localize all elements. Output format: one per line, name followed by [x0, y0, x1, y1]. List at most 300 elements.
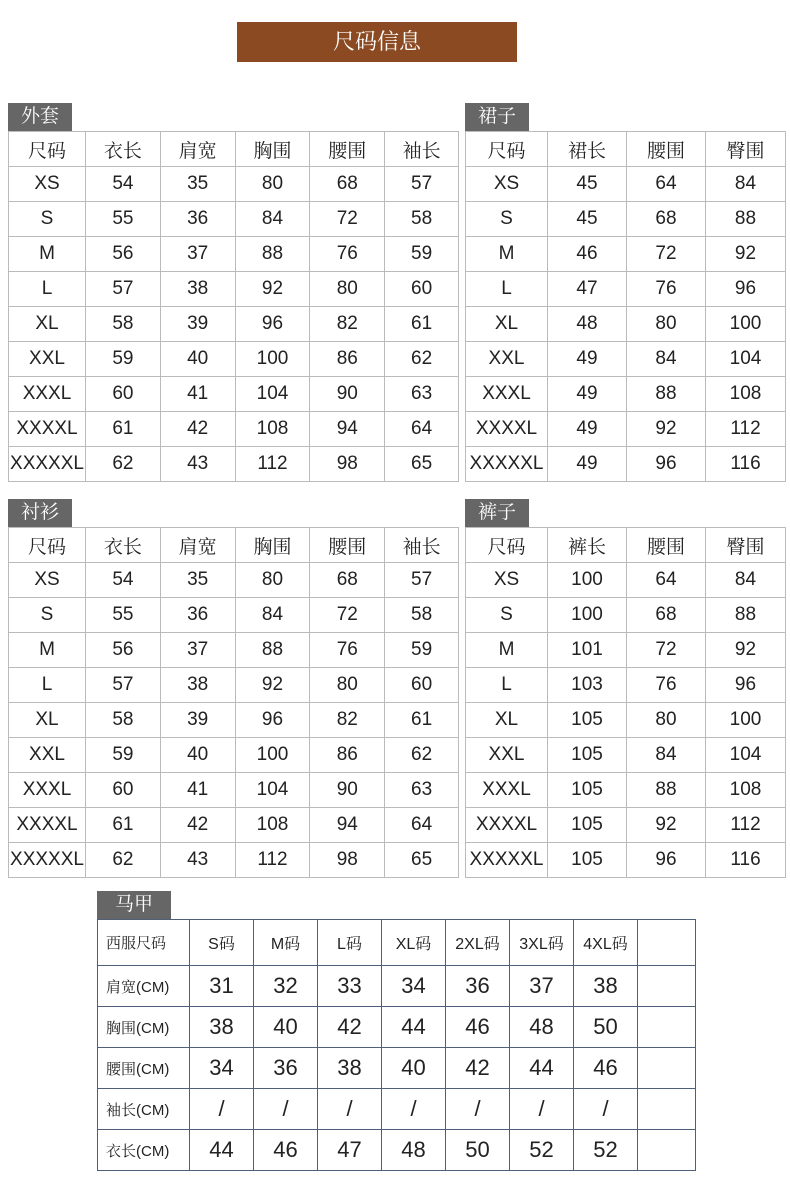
measurement-cell: 62: [85, 447, 160, 482]
table-row: [466, 703, 786, 738]
measurement-cell: 36: [160, 202, 235, 237]
table-row: [9, 272, 459, 307]
table-row: [466, 272, 786, 307]
size-label-cell: XXXXXL: [466, 447, 548, 482]
table-row: [98, 1048, 696, 1089]
size-label-cell: L: [9, 668, 86, 703]
table-header-row: [466, 528, 786, 563]
measurement-cell: 39: [160, 307, 235, 342]
header-cell: 腰围: [627, 528, 706, 563]
measurement-cell: 31: [190, 966, 254, 1007]
measurement-cell: 65: [385, 843, 459, 878]
measurement-cell: 68: [310, 167, 385, 202]
measure-label-cell: 衣长(CM): [98, 1130, 190, 1171]
measurement-cell: 59: [85, 738, 160, 773]
header-cell: XL码: [382, 920, 446, 966]
table-row: [9, 377, 459, 412]
table-row: [466, 447, 786, 482]
measurement-cell: 37: [160, 237, 235, 272]
header-cell: 胸围: [235, 528, 310, 563]
measurement-cell: 108: [706, 377, 786, 412]
measurement-cell: 65: [385, 447, 459, 482]
table-header-row: [9, 528, 459, 563]
size-label-cell: XL: [9, 307, 86, 342]
measurement-cell: 35: [160, 563, 235, 598]
measurement-cell: 38: [318, 1048, 382, 1089]
size-label-cell: M: [9, 633, 86, 668]
measurement-cell: 96: [706, 272, 786, 307]
header-cell: M码: [254, 920, 318, 966]
measurement-cell: 100: [706, 307, 786, 342]
measurement-cell: 96: [235, 703, 310, 738]
table-row: [9, 703, 459, 738]
header-cell: 衣长: [85, 528, 160, 563]
size-label-cell: XL: [9, 703, 86, 738]
measurement-cell: 98: [310, 843, 385, 878]
measurement-cell: 90: [310, 773, 385, 808]
measure-label-cell: 胸围(CM): [98, 1007, 190, 1048]
measurement-cell: 41: [160, 377, 235, 412]
measurement-cell: 44: [382, 1007, 446, 1048]
measurement-cell: 43: [160, 843, 235, 878]
size-label-cell: XXXXL: [466, 412, 548, 447]
table-row: [466, 412, 786, 447]
measurement-cell: 80: [627, 307, 706, 342]
table-row: [466, 668, 786, 703]
size-label-cell: XS: [466, 167, 548, 202]
table-row: [9, 563, 459, 598]
measurement-cell: /: [382, 1089, 446, 1130]
measurement-cell: /: [254, 1089, 318, 1130]
size-label-cell: XS: [9, 563, 86, 598]
size-label-cell: XXXL: [9, 773, 86, 808]
shirt-size-section: [8, 499, 459, 879]
measure-label-cell: 腰围(CM): [98, 1048, 190, 1089]
measurement-cell: 44: [510, 1048, 574, 1089]
size-label-cell: L: [466, 272, 548, 307]
measurement-cell: /: [446, 1089, 510, 1130]
measurement-cell: 42: [160, 808, 235, 843]
size-label-cell: XS: [466, 563, 548, 598]
measurement-cell: 84: [627, 342, 706, 377]
header-cell: 4XL码: [574, 920, 638, 966]
measurement-cell: 92: [627, 412, 706, 447]
measurement-cell: 108: [706, 773, 786, 808]
size-label-cell: S: [9, 598, 86, 633]
measurement-cell: 56: [85, 633, 160, 668]
header-cell: 裤长: [548, 528, 627, 563]
measurement-cell: 60: [85, 773, 160, 808]
measurement-cell: 68: [627, 598, 706, 633]
measurement-cell: 54: [85, 563, 160, 598]
header-cell: 尺码: [9, 132, 86, 167]
measurement-cell: 42: [446, 1048, 510, 1089]
measurement-cell: 58: [85, 703, 160, 738]
measurement-cell: 104: [706, 738, 786, 773]
measurement-cell: 105: [548, 808, 627, 843]
measurement-cell: 62: [385, 738, 459, 773]
header-cell: 西服尺码: [98, 920, 190, 966]
measurement-cell: 60: [385, 668, 459, 703]
measurement-cell: 104: [235, 773, 310, 808]
measurement-cell: 37: [510, 966, 574, 1007]
size-label-cell: XXXL: [9, 377, 86, 412]
measurement-cell: 72: [627, 237, 706, 272]
measurement-cell: 40: [382, 1048, 446, 1089]
shirt-size-table: [8, 527, 459, 878]
size-label-cell: XXL: [9, 342, 86, 377]
measurement-cell: 61: [85, 412, 160, 447]
measurement-cell: 58: [85, 307, 160, 342]
measurement-cell: 35: [160, 167, 235, 202]
measurement-cell: /: [574, 1089, 638, 1130]
measurement-cell: 61: [85, 808, 160, 843]
vest-section-tab: 马甲: [97, 891, 171, 919]
size-label-cell: M: [9, 237, 86, 272]
measurement-cell: 96: [706, 668, 786, 703]
measurement-cell: 60: [385, 272, 459, 307]
measurement-cell: 54: [85, 167, 160, 202]
table-row: [9, 342, 459, 377]
measurement-cell: 33: [318, 966, 382, 1007]
header-cell: 2XL码: [446, 920, 510, 966]
measurement-cell: 84: [706, 167, 786, 202]
measurement-cell: 76: [310, 633, 385, 668]
size-label-cell: L: [466, 668, 548, 703]
size-label-cell: XXXXL: [9, 412, 86, 447]
header-cell: 腰围: [310, 132, 385, 167]
measurement-cell: 45: [548, 202, 627, 237]
measurement-cell: 34: [382, 966, 446, 1007]
measurement-cell: 88: [235, 633, 310, 668]
measurement-cell: 105: [548, 773, 627, 808]
header-cell: 臀围: [706, 528, 786, 563]
measurement-cell: 94: [310, 412, 385, 447]
measurement-cell: 88: [706, 598, 786, 633]
size-label-cell: XXXXL: [9, 808, 86, 843]
measurement-cell: 32: [254, 966, 318, 1007]
measurement-cell: 41: [160, 773, 235, 808]
measurement-cell: 42: [160, 412, 235, 447]
measurement-cell: 76: [627, 668, 706, 703]
header-cell: 腰围: [627, 132, 706, 167]
measurement-cell: /: [318, 1089, 382, 1130]
measurement-cell: 37: [160, 633, 235, 668]
measurement-cell: 59: [385, 237, 459, 272]
measurement-cell: 82: [310, 307, 385, 342]
measurement-cell: 88: [627, 773, 706, 808]
measurement-cell: 57: [385, 563, 459, 598]
size-label-cell: S: [466, 598, 548, 633]
skirt-section-tab: 裙子: [465, 103, 529, 131]
measurement-cell: 103: [548, 668, 627, 703]
table-row: [9, 237, 459, 272]
header-cell: 裙长: [548, 132, 627, 167]
measurement-cell: 61: [385, 307, 459, 342]
measurement-cell: 96: [627, 843, 706, 878]
measurement-cell: 100: [235, 738, 310, 773]
measurement-cell: 112: [235, 447, 310, 482]
measurement-cell: 36: [160, 598, 235, 633]
measurement-cell: 39: [160, 703, 235, 738]
measurement-cell: 52: [574, 1130, 638, 1171]
vest-size-table: [97, 919, 696, 1171]
measurement-cell: 84: [235, 598, 310, 633]
header-cell: 肩宽: [160, 132, 235, 167]
measurement-cell: /: [510, 1089, 574, 1130]
size-label-cell: S: [466, 202, 548, 237]
shirt-section-tab: 衬衫: [8, 499, 72, 527]
header-cell: 袖长: [385, 132, 459, 167]
header-cell: [638, 920, 696, 966]
table-row: [9, 202, 459, 237]
measurement-cell: 92: [235, 668, 310, 703]
measurement-cell: 40: [254, 1007, 318, 1048]
vest-size-section: [97, 891, 697, 1177]
header-cell: 尺码: [466, 528, 548, 563]
measurement-cell: 72: [627, 633, 706, 668]
measurement-cell: 52: [510, 1130, 574, 1171]
measurement-cell: 86: [310, 738, 385, 773]
page-title: 尺码信息: [237, 22, 517, 62]
measurement-cell: 59: [385, 633, 459, 668]
table-row: [466, 237, 786, 272]
measurement-cell: 43: [160, 447, 235, 482]
measure-label-cell: 袖长(CM): [98, 1089, 190, 1130]
measurement-cell: 60: [85, 377, 160, 412]
measurement-cell: 47: [548, 272, 627, 307]
header-cell: 尺码: [466, 132, 548, 167]
measurement-cell: [638, 1089, 696, 1130]
header-cell: 袖长: [385, 528, 459, 563]
table-row: [98, 1007, 696, 1048]
measurement-cell: 100: [235, 342, 310, 377]
table-row: [466, 808, 786, 843]
table-row: [9, 773, 459, 808]
measurement-cell: 116: [706, 447, 786, 482]
measurement-cell: 101: [548, 633, 627, 668]
pants-size-table: [465, 527, 786, 878]
size-label-cell: XXXL: [466, 377, 548, 412]
table-row: [466, 738, 786, 773]
table-row: [98, 1130, 696, 1171]
measurement-cell: 64: [627, 563, 706, 598]
size-label-cell: XXL: [466, 738, 548, 773]
measurement-cell: 38: [160, 272, 235, 307]
table-row: [466, 342, 786, 377]
measurement-cell: 108: [235, 412, 310, 447]
measurement-cell: 48: [510, 1007, 574, 1048]
measurement-cell: 80: [235, 167, 310, 202]
measurement-cell: 47: [318, 1130, 382, 1171]
header-cell: 肩宽: [160, 528, 235, 563]
measurement-cell: 108: [235, 808, 310, 843]
measurement-cell: 44: [190, 1130, 254, 1171]
measurement-cell: 57: [385, 167, 459, 202]
measurement-cell: [638, 1007, 696, 1048]
size-label-cell: XXL: [466, 342, 548, 377]
measurement-cell: 105: [548, 843, 627, 878]
measurement-cell: 40: [160, 738, 235, 773]
measurement-cell: 50: [574, 1007, 638, 1048]
measurement-cell: 112: [706, 808, 786, 843]
measurement-cell: 80: [310, 668, 385, 703]
measurement-cell: 88: [627, 377, 706, 412]
skirt-size-table: [465, 131, 786, 482]
table-row: [466, 598, 786, 633]
measurement-cell: 50: [446, 1130, 510, 1171]
measurement-cell: 80: [310, 272, 385, 307]
table-header-row: [98, 920, 696, 966]
measurement-cell: 48: [382, 1130, 446, 1171]
measurement-cell: 62: [85, 843, 160, 878]
measurement-cell: 105: [548, 738, 627, 773]
measurement-cell: 58: [385, 598, 459, 633]
measurement-cell: 68: [310, 563, 385, 598]
measurement-cell: 68: [627, 202, 706, 237]
measurement-cell: 38: [160, 668, 235, 703]
table-row: [9, 412, 459, 447]
measurement-cell: 98: [310, 447, 385, 482]
size-label-cell: XL: [466, 703, 548, 738]
measurement-cell: 57: [85, 668, 160, 703]
table-row: [9, 447, 459, 482]
size-label-cell: XXXXXL: [9, 843, 86, 878]
size-label-cell: S: [9, 202, 86, 237]
measurement-cell: /: [190, 1089, 254, 1130]
measurement-cell: 64: [627, 167, 706, 202]
table-row: [9, 843, 459, 878]
pants-section-tab: 裤子: [465, 499, 529, 527]
measurement-cell: 63: [385, 773, 459, 808]
pants-size-section: [465, 499, 786, 879]
measurement-cell: 100: [548, 598, 627, 633]
measurement-cell: 42: [318, 1007, 382, 1048]
measurement-cell: 92: [627, 808, 706, 843]
table-header-row: [466, 132, 786, 167]
measurement-cell: 64: [385, 808, 459, 843]
table-row: [9, 808, 459, 843]
size-label-cell: XXXXL: [466, 808, 548, 843]
measurement-cell: 92: [706, 237, 786, 272]
measurement-cell: 76: [310, 237, 385, 272]
measurement-cell: [638, 966, 696, 1007]
table-row: [98, 966, 696, 1007]
measurement-cell: 84: [627, 738, 706, 773]
header-cell: 臀围: [706, 132, 786, 167]
measurement-cell: 88: [706, 202, 786, 237]
measurement-cell: 38: [190, 1007, 254, 1048]
header-cell: L码: [318, 920, 382, 966]
measurement-cell: [638, 1048, 696, 1089]
measurement-cell: 55: [85, 202, 160, 237]
measurement-cell: 96: [235, 307, 310, 342]
size-label-cell: XXXXXL: [466, 843, 548, 878]
measurement-cell: 96: [627, 447, 706, 482]
measurement-cell: 82: [310, 703, 385, 738]
table-row: [466, 843, 786, 878]
measurement-cell: 46: [446, 1007, 510, 1048]
measurement-cell: 104: [235, 377, 310, 412]
measurement-cell: 76: [627, 272, 706, 307]
measurement-cell: 100: [706, 703, 786, 738]
measurement-cell: 40: [160, 342, 235, 377]
table-row: [466, 563, 786, 598]
measurement-cell: 112: [235, 843, 310, 878]
measurement-cell: 92: [235, 272, 310, 307]
measurement-cell: 49: [548, 342, 627, 377]
table-row: [466, 202, 786, 237]
table-row: [466, 633, 786, 668]
table-row: [466, 377, 786, 412]
measurement-cell: 80: [627, 703, 706, 738]
header-cell: 胸围: [235, 132, 310, 167]
measurement-cell: 46: [548, 237, 627, 272]
size-label-cell: XXXXXL: [9, 447, 86, 482]
measurement-cell: 58: [385, 202, 459, 237]
table-header-row: [9, 132, 459, 167]
size-label-cell: XXXL: [466, 773, 548, 808]
measurement-cell: 63: [385, 377, 459, 412]
measurement-cell: 80: [235, 563, 310, 598]
measurement-cell: 61: [385, 703, 459, 738]
measurement-cell: 48: [548, 307, 627, 342]
size-label-cell: XL: [466, 307, 548, 342]
measurement-cell: 36: [446, 966, 510, 1007]
measurement-cell: 86: [310, 342, 385, 377]
table-row: [98, 1089, 696, 1130]
measurement-cell: 59: [85, 342, 160, 377]
measurement-cell: 88: [235, 237, 310, 272]
measurement-cell: 84: [235, 202, 310, 237]
measurement-cell: 94: [310, 808, 385, 843]
measurement-cell: 46: [574, 1048, 638, 1089]
table-row: [9, 633, 459, 668]
header-cell: 腰围: [310, 528, 385, 563]
size-label-cell: L: [9, 272, 86, 307]
size-label-cell: XS: [9, 167, 86, 202]
size-label-cell: XXL: [9, 738, 86, 773]
table-row: [466, 167, 786, 202]
skirt-size-section: [465, 103, 786, 483]
header-cell: 尺码: [9, 528, 86, 563]
measurement-cell: 100: [548, 563, 627, 598]
measurement-cell: 116: [706, 843, 786, 878]
measurement-cell: 49: [548, 447, 627, 482]
measure-label-cell: 肩宽(CM): [98, 966, 190, 1007]
header-cell: S码: [190, 920, 254, 966]
measurement-cell: 105: [548, 703, 627, 738]
measurement-cell: 56: [85, 237, 160, 272]
table-row: [9, 668, 459, 703]
table-row: [9, 738, 459, 773]
measurement-cell: 55: [85, 598, 160, 633]
measurement-cell: 62: [385, 342, 459, 377]
header-cell: 衣长: [85, 132, 160, 167]
size-label-cell: M: [466, 633, 548, 668]
measurement-cell: 49: [548, 377, 627, 412]
measurement-cell: [638, 1130, 696, 1171]
measurement-cell: 90: [310, 377, 385, 412]
measurement-cell: 92: [706, 633, 786, 668]
size-label-cell: M: [466, 237, 548, 272]
table-row: [9, 598, 459, 633]
measurement-cell: 45: [548, 167, 627, 202]
table-row: [466, 773, 786, 808]
table-row: [9, 307, 459, 342]
measurement-cell: 36: [254, 1048, 318, 1089]
coat-size-table: [8, 131, 459, 482]
